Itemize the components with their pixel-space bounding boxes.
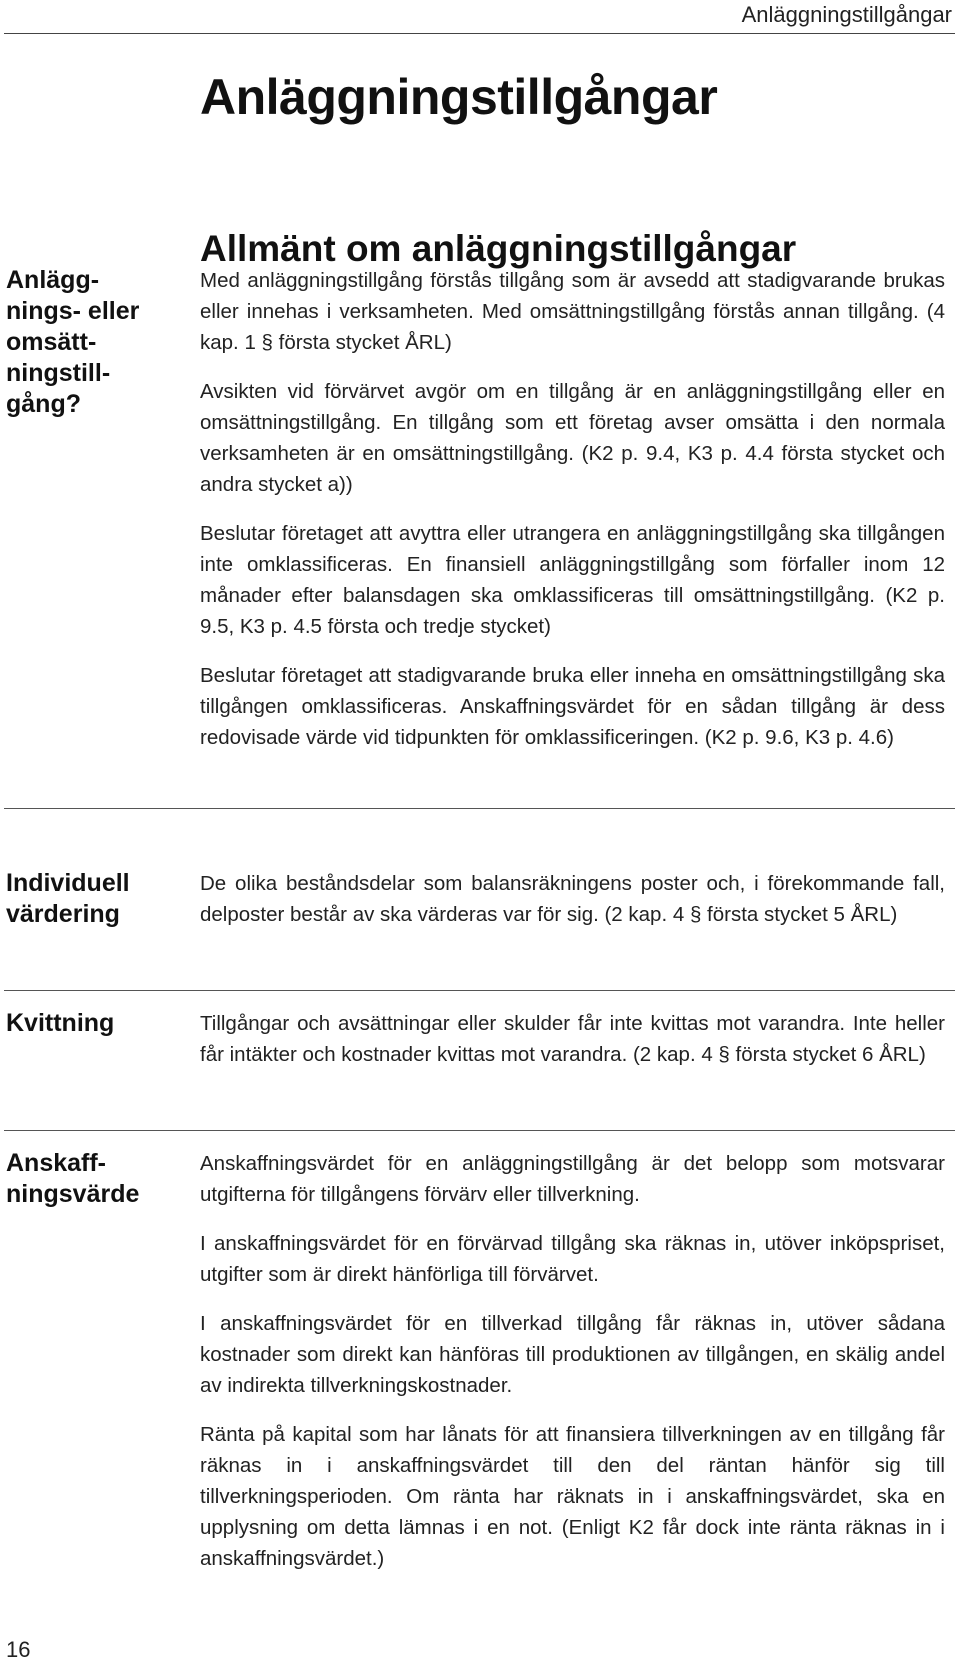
paragraph: Ränta på kapital som har lånats för att finansiera tillverkningen av en tillgång får räknas in i anskaffningsvärdet till den del räntan hänför sig till tillverkningsperioden. Om ränta har räknats in i anskaffningsvärdet, ska en upplysning om detta lämnas i en not. (Enligt K2 får dock inte ränta räknas in i anskaffningsvärdet.) <box>200 1423 945 1570</box>
section-divider <box>4 1130 955 1131</box>
paragraph: Tillgångar och avsättningar eller skulder får inte kvittas mot varandra. Inte heller får intäkter och kostnader kvittas mot varandra. (2 kap. 4 § första stycket 6 ÅRL) <box>200 1012 945 1066</box>
sidebar-label-individuell: Individuell värdering <box>6 869 130 928</box>
section-body-individuell <box>200 868 945 948</box>
section-body-anlaggnings <box>200 265 945 771</box>
paragraph: Avsikten vid förvärvet avgör om en tillgång är en anläggningstillgång eller en omsättningstillgång. En tillgång som ett företag avser omsätta i den normala verksamheten är en omsättningstillgång. (K2 p. 9.4, K3 p. 4.4 första stycket och andra stycket a)) <box>200 380 945 496</box>
paragraph: I anskaffningsvärdet för en förvärvad tillgång ska räknas in, utöver inköpspriset, utgifter som är direkt hänförliga till förvärvet. <box>200 1232 945 1286</box>
sidebar-label-kvittning: Kvittning <box>6 1009 115 1037</box>
section-heading: Allmänt om anläggningstillgångar <box>200 228 797 269</box>
section-divider <box>4 990 955 991</box>
paragraph: Beslutar företaget att avyttra eller utrangera en anläggningstillgång ska tillgången inte omklassificeras. En finansiell anläggningstillgång som förfaller inom 12 månader efter balansdagen ska omklassificeras till omsättningstillgång. (K2 p. 9.5, K3 p. 4.5 första och tredje stycket) <box>200 522 945 638</box>
section-body-anskaffningsvarde <box>200 1148 945 1592</box>
paragraph: De olika beståndsdelar som balansräkningens poster och, i förekommande fall, delposter består av ska värderas var för sig. (2 kap. 4 § första stycket 5 ÅRL) <box>200 872 945 926</box>
running-header: Anläggningstillgångar <box>741 2 952 27</box>
header-divider <box>4 33 955 34</box>
sidebar-label-anskaffningsvarde: Anskaff- ningsvärde <box>6 1149 140 1208</box>
paragraph: Beslutar företaget att stadigvarande bruka eller inneha en omsättningstillgång ska tillgången omklassificeras. Anskaffningsvärdet för en sådan tillgång är dess redovisade värde vid tidpunkten för omklassificeringen. (K2 p. 9.6, K3 p. 4.6) <box>200 664 945 749</box>
page-title: Anläggningstillgångar <box>200 69 718 125</box>
paragraph: Anskaffningsvärdet för en anläggningstillgång är det belopp som motsvarar utgifterna för tillgångens förvärv eller tillverkning. <box>200 1152 945 1206</box>
page-number: 16 <box>6 1637 31 1662</box>
paragraph: I anskaffningsvärdet för en tillverkad tillgång får räknas in, utöver sådana kostnader som direkt kan hänföras till produktionen av tillgången, en skälig andel av indirekta tillverkningskostnader. <box>200 1312 945 1397</box>
section-body-kvittning <box>200 1008 945 1088</box>
section-divider <box>4 808 955 809</box>
paragraph: Med anläggningstillgång förstås tillgång som är avsedd att stadigvarande brukas eller innehas i verksamheten. Med omsättningstillgång förstås annan tillgång. (4 kap. 1 § första stycket ÅRL) <box>200 269 945 354</box>
sidebar-label-anlaggnings: Anlägg- nings- eller omsätt- ningstill- gång? <box>6 266 140 418</box>
